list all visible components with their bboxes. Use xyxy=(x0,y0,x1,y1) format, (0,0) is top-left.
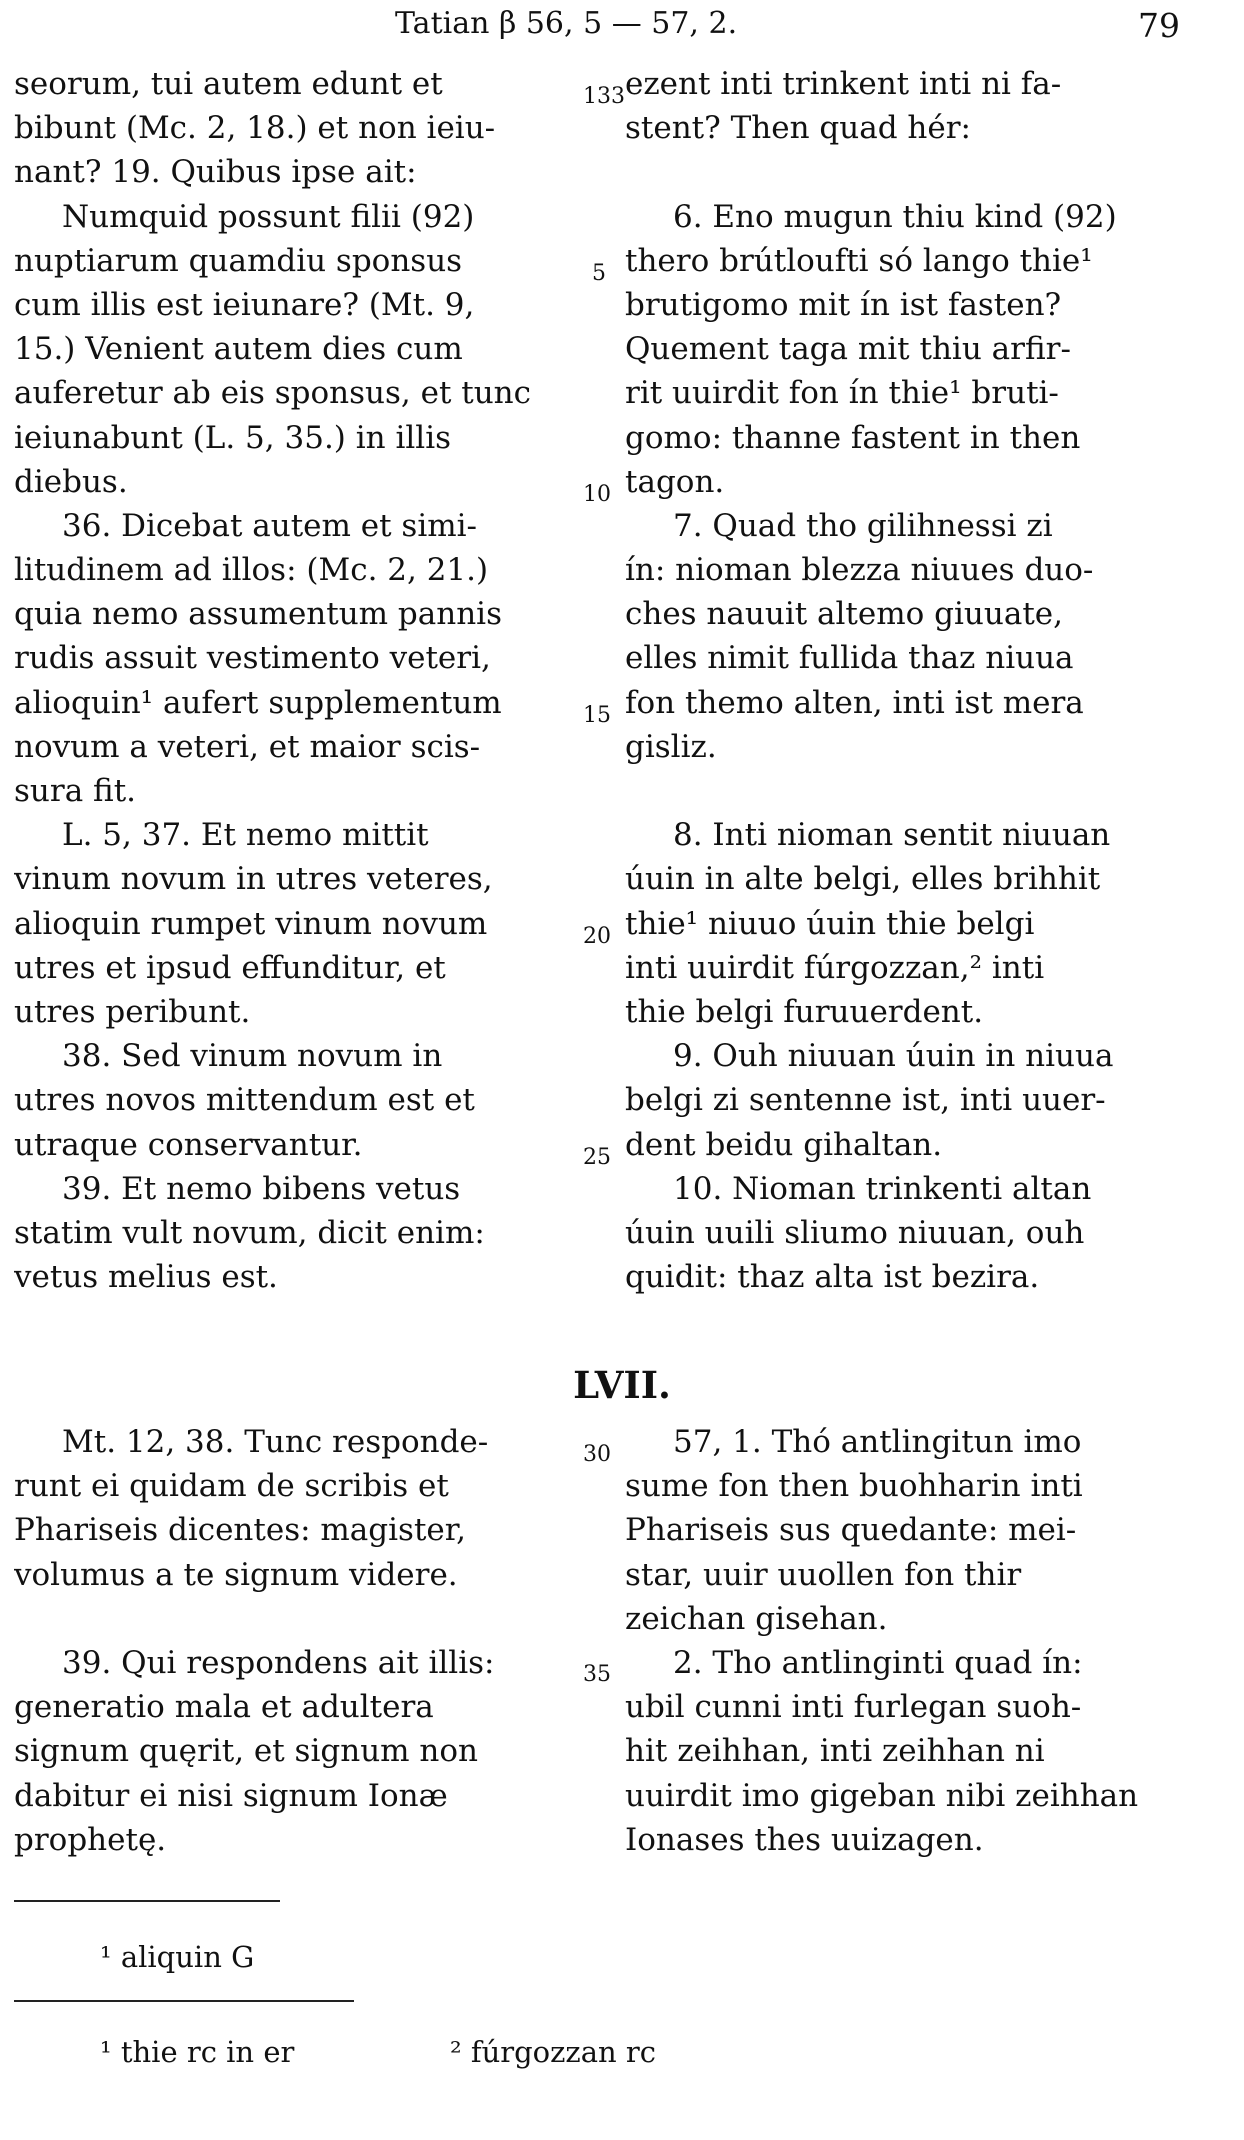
latin-line: sura fit. xyxy=(14,773,137,809)
latin-line: dabitur ei nisi signum Ionæ xyxy=(14,1777,448,1814)
german-line: dent beidu gihaltan. xyxy=(625,1126,943,1163)
german-line: fon themo alten, inti ist mera xyxy=(625,684,1084,721)
german-line: 57, 1. Thó antlingitun imo xyxy=(673,1424,1082,1460)
german-line: Phariseis sus quedante: mei- xyxy=(625,1512,1077,1549)
german-line: inti uuirdit fúrgozzan,² inti xyxy=(625,949,1045,986)
latin-line: nant? 19. Quibus ipse ait: xyxy=(14,154,417,191)
latin-line: statim vult novum, dicit enim: xyxy=(14,1214,485,1251)
german-line: brutigomo mit ín ist fasten? xyxy=(625,286,1062,323)
german-line: 10. Nioman trinkenti altan xyxy=(673,1170,1092,1207)
german-line: rit uuirdit fon ín thie¹ bruti- xyxy=(625,375,1059,412)
german-line: 2. Tho antlinginti quad ín: xyxy=(673,1644,1083,1681)
latin-line: alioquin rumpet vinum novum xyxy=(14,905,488,942)
german-line: ubil cunni inti furlegan suoh- xyxy=(625,1689,1082,1726)
german-line xyxy=(625,769,1180,813)
german-line: hit zeihhan, inti zeihhan ni xyxy=(625,1733,1045,1770)
latin-line: utraque conservantur. xyxy=(14,1126,363,1163)
footnote: ¹ aliquin G xyxy=(100,1940,255,1974)
latin-line: signum quęrit, et signum non xyxy=(14,1733,479,1770)
german-line: thero brútloufti só lango thie¹ xyxy=(625,242,1093,279)
latin-line: 15.) Venient autem dies cum xyxy=(14,331,463,368)
latin-line: 38. Sed vinum novum in xyxy=(62,1038,443,1075)
line-number: 133 xyxy=(583,84,625,109)
latin-line: vinum novum in utres veteres, xyxy=(14,861,493,898)
latin-line: utres peribunt. xyxy=(14,993,251,1030)
latin-line: Phariseis dicentes: magister, xyxy=(14,1512,467,1549)
line-number: 10 xyxy=(583,482,611,507)
line-number: 30 xyxy=(583,1442,611,1467)
german-line: 8. Inti nioman sentit niuuan xyxy=(673,817,1111,854)
latin-line: seorum, tui autem edunt et xyxy=(14,66,443,102)
latin-line: ieiunabunt (L. 5, 35.) in illis xyxy=(14,419,452,456)
german-line: úuin in alte belgi, elles brihhit xyxy=(625,861,1101,898)
german-line: sume fon then buohharin inti xyxy=(625,1468,1083,1505)
german-line: tagon. xyxy=(625,463,725,500)
line-number: 35 xyxy=(583,1662,611,1687)
latin-column-2 xyxy=(14,1420,618,1862)
footnote: ² fúrgozzan rc xyxy=(450,2035,656,2069)
line-number: 20 xyxy=(583,924,611,949)
german-line: gisliz. xyxy=(625,728,717,765)
latin-line: nuptiarum quamdiu sponsus xyxy=(14,242,463,279)
german-line: ín: nioman blezza niuues duo- xyxy=(625,552,1094,589)
german-line: zeichan gisehan. xyxy=(625,1600,888,1637)
german-column-2 xyxy=(625,1420,1180,1862)
latin-line: prophetę. xyxy=(14,1821,167,1858)
latin-line: generatio mala et adultera xyxy=(14,1689,434,1726)
latin-line: utres novos mittendum est et xyxy=(14,1082,475,1119)
german-line: 7. Quad tho gilihnessi zi xyxy=(673,507,1053,544)
german-line: elles nimit fullida thaz niuua xyxy=(625,640,1074,677)
running-header xyxy=(0,6,1244,52)
footnote-rule xyxy=(14,1900,280,1902)
latin-line: rudis assuit vestimento veteri, xyxy=(14,640,491,677)
latin-line: 39. Qui respondens ait illis: xyxy=(62,1644,495,1681)
latin-line xyxy=(14,1597,618,1641)
german-line: ezent inti trinkent inti ni fa- xyxy=(625,66,1062,102)
latin-line: diebus. xyxy=(14,463,128,500)
german-line: star, uuir uuollen fon thir xyxy=(625,1556,1022,1593)
footnote: ¹ thie rc in er xyxy=(100,2035,295,2069)
page-number: 79 xyxy=(1138,6,1180,45)
latin-line: bibunt (Mc. 2, 18.) et non ieiu- xyxy=(14,110,496,147)
german-line: belgi zi sentenne ist, inti uuer- xyxy=(625,1082,1106,1119)
latin-line: runt ei quidam de scribis et xyxy=(14,1468,449,1505)
line-number: 5 xyxy=(592,261,606,286)
line-number: 15 xyxy=(583,703,611,728)
latin-line: Numquid possunt filii (92) xyxy=(62,198,475,235)
german-line: Quement taga mit thiu arfir- xyxy=(625,331,1071,368)
german-line: ches nauuit altemo giuuate, xyxy=(625,596,1063,633)
german-line: Ionases thes uuizagen. xyxy=(625,1821,984,1858)
german-line: 6. Eno mugun thiu kind (92) xyxy=(673,198,1117,235)
section-heading: LVII. xyxy=(573,1363,671,1407)
line-number: 25 xyxy=(583,1145,611,1170)
german-line xyxy=(625,150,1180,194)
latin-line: alioquin¹ aufert supplementum xyxy=(14,684,502,721)
latin-line: 36. Dicebat autem et simi- xyxy=(62,507,478,544)
latin-line: cum illis est ieiunare? (Mt. 9, xyxy=(14,286,475,323)
german-line: uuirdit imo gigeban nibi zeihhan xyxy=(625,1777,1139,1814)
latin-line: novum a veteri, et maior scis- xyxy=(14,728,481,765)
german-line: 9. Ouh niuuan úuin in niuua xyxy=(673,1038,1114,1075)
latin-line: auferetur ab eis sponsus, et tunc xyxy=(14,375,532,412)
german-line: thie belgi furuuerdent. xyxy=(625,993,984,1030)
footnote-rule xyxy=(14,2000,354,2002)
latin-line: quia nemo assumentum pannis xyxy=(14,596,503,633)
german-column-1 xyxy=(625,62,1180,1299)
latin-line: L. 5, 37. Et nemo mittit xyxy=(62,817,429,854)
latin-line: litudinem ad illos: (Mc. 2, 21.) xyxy=(14,552,489,589)
german-line: quidit: thaz alta ist bezira. xyxy=(625,1259,1040,1296)
german-line: gomo: thanne fastent in then xyxy=(625,419,1081,456)
latin-line: utres et ipsud effunditur, et xyxy=(14,949,446,986)
german-line: thie¹ niuuo úuin thie belgi xyxy=(625,905,1035,942)
running-title: Tatian β 56, 5 — 57, 2. xyxy=(395,6,738,41)
latin-column-1 xyxy=(14,62,618,1299)
latin-line: 39. Et nemo bibens vetus xyxy=(62,1170,461,1207)
german-line: stent? Then quad hér: xyxy=(625,110,971,147)
german-line: úuin uuili sliumo niuuan, ouh xyxy=(625,1214,1085,1251)
latin-line: Mt. 12, 38. Tunc responde- xyxy=(62,1424,489,1460)
latin-line: volumus a te signum videre. xyxy=(14,1556,458,1593)
latin-line: vetus melius est. xyxy=(14,1259,278,1296)
